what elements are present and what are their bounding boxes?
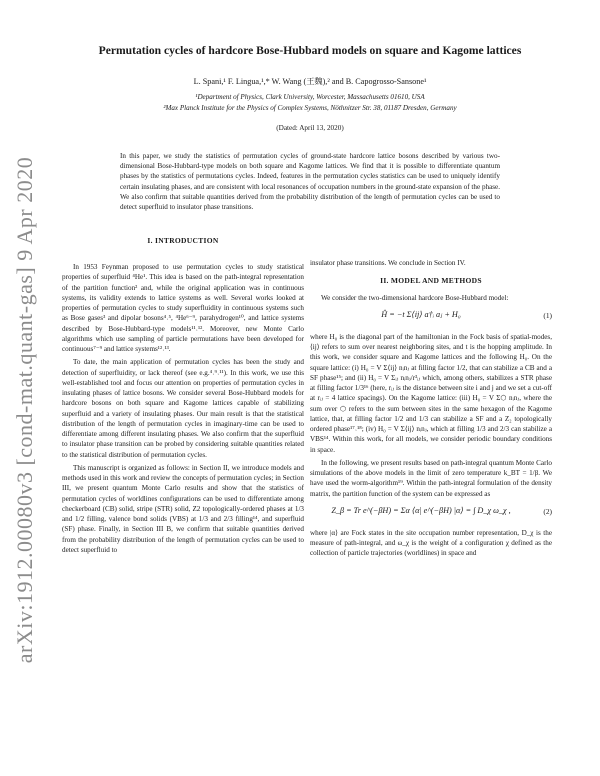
intro-paragraph-1: In 1953 Feynman proposed to use permutation cycles to study statistical properties of superfluid ⁴He¹. This idea is based on the path-integral representation of the partition function² and, while the original application was in continuous systems, its validity extends to lattice systems as well. Several works looked at properties of permutation cycles to study superfluidity in continuous systems such as Bose gases³ and dipolar bosons⁴˒⁵, ⁴He⁶⁻⁹, parahydrogen¹⁰, and lattice systems described by Bose-Hubbard-type models¹¹˒¹². Moreover, new Monte Carlo algorithms which use sampling of particle permutations have been developed for continuous⁷⁻⁹ and lattice systems¹²˒¹³. <box>62 263 304 353</box>
equation-2-expression: Z_β = Tr e^(−βH) = Σα ⟨α| e^(−βH) |α⟩ = ∫ D_χ ω_χ , <box>331 505 511 515</box>
paper-title: Permutation cycles of hardcore Bose-Hubbard models on square and Kagome lattices <box>98 44 522 57</box>
intro-conclusion-text: insulator phase transitions. We conclude in Section IV. <box>310 259 466 267</box>
section-heading-model: II. MODEL AND METHODS <box>380 276 482 286</box>
author-list: L. Spani,¹ F. Lingua,¹,* W. Wang (王魏),² and B. Capogrosso-Sansone¹ <box>193 77 427 86</box>
equation-2-number: (2) <box>543 506 552 516</box>
date-line: (Dated: April 13, 2020) <box>276 124 344 132</box>
section-heading-introduction: I. INTRODUCTION <box>147 236 219 245</box>
left-column <box>62 262 304 558</box>
abstract: In this paper, we study the statistics of permutation cycles of ground-state hardcore lattice bosons described by various two-dimensional Bose-Hubbard-type models on both square and Kagome lattices. We find that it is possible to differentiate quantum phases by the statistics of permutations cycles. Indeed, features in the permutation cycles statistics can be used to uniquely identify certain insulating phases, and are consistent with local resonances of occupation numbers in the ground-state expansion of the phase. We also confirm that suitable quantities derived from the probability distribution of the length of permutation cycles can be used to detect superfluid to insulator phase transitions. <box>120 152 500 212</box>
pimc-paragraph: In the following, we present results based on path-integral quantum Monte Carlo simulations of the above models in the limit of zero temperature k_BT = 1/β. We have used the worm-algorithm¹⁹. Within the path-integral formulation of the density matrix, the partition function of the system can be expressed as <box>310 458 552 498</box>
affiliation-1: ¹Department of Physics, Clark University, Worcester, Massachusetts 01610, USA <box>195 93 425 101</box>
arxiv-identifier: arXiv:1912.00080v3 [cond-mat.quant-gas] 9 Apr 2020 <box>12 156 37 664</box>
hamiltonian-description: where H₀ is the diagonal part of the hamiltonian in the Fock basis of spatial-modes, ⟨ij⟩ refers to sum over nearest neighboring sites, and t is the hopping amplitude. In this work, we consider square and Kagome lattices and the following H₀. On the square lattice: (i) H₀ = V Σ⟨ij⟩ nᵢnⱼ at filling factor 1/2, that can stabilize a CB and a SF phase¹⁵; and (ii) H₀ = V Σᵢⱼ nᵢnⱼ/r³ᵢⱼ which, among others, stabilizes a STR phase at filling factor 1/3¹⁶ (here, rᵢⱼ is the distance between site i and j and we set a cut-off at rᵢⱼ = 4 lattice spacings). On the Kagome lattice: (iii) H₀ = V Σ⬡ nᵢnⱼ, where the sum over ⬡ refers to the sum between sites in the same hexagon of the Kagome lattice, that, at filling factor 1/2 and 1/3 can stabilize a SF and a Z₂ topologically ordered phase¹⁷˒¹⁸; (iv) H₀ = V Σ⟨ij⟩ nᵢnⱼ, which at filling 1/3 and 2/3 can stabilize a VBS¹⁴. Within this work, for all models, we consider periodic boundary conditions in space. <box>310 332 552 454</box>
intro-paragraph-2: To date, the main application of permutation cycles has been the study and detection of superfluidity, or lack thereof (see e.g.⁴˒⁹˒¹¹). In this work, we use this well-established tool and focus our attention on properties of permutation cycles in insulating phases of lattice bosons. We consider several Bose-Hubbard models for hardcore bosons on both square and Kagome lattices capable of stabilizing superfluid and a variety of insulating phases. Our main result is that the statistical distribution of the length of permutation cycles in imaginary-time can be used to differentiate among different insulating phases. We also confirm that the superfluid to insulator phase transition can be probed by considering suitable quantities related to the statistical distribution of permutation cycles. <box>62 358 304 459</box>
equation-1 <box>310 306 552 328</box>
arxiv-sidebar <box>10 150 40 670</box>
equation-1-expression: Ĥ = −t Σ⟨ij⟩ a†ᵢ aⱼ + H₀ <box>381 309 461 319</box>
fock-state-paragraph: where |α⟩ are Fock states in the site occupation number representation, D_χ is the measure of path-integral, and ω_χ is the weight of a configuration χ defined as the collection of particle trajectories (worldlines) in space and <box>310 528 552 558</box>
affiliation-2: ²Max Planck Institute for the Physics of Complex Systems, Nöthnitzer Str. 38, 01187 Dresden, Germany <box>163 104 457 112</box>
intro-paragraph-3: This manuscript is organized as follows: in Section II, we introduce models and methods used in this work and review the concepts of permutation cycles; in Section III, we present quantum Monte Carlo results and show that the statistics of permutation cycles of worldlines configurations can be used to differentiate among checkerboard (CB) solid, stripe (STR) solid, Z2 topologically-ordered phases at 1/3 and 1/2 filling, valence bond solids (VBS) at 1/3 and 2/3 filling¹⁴, and superfluid (SF) phase. Finally, in Section III B, we confirm that suitable quantities derived from the probability distribution of the length of permutation cycles can be used to detect superfluid to <box>62 463 304 554</box>
equation-1-number: (1) <box>543 310 552 320</box>
equation-2 <box>310 502 552 524</box>
right-column <box>310 258 552 562</box>
model-intro-paragraph: We consider the two-dimensional hardcore Bose-Hubbard model: <box>321 293 509 302</box>
